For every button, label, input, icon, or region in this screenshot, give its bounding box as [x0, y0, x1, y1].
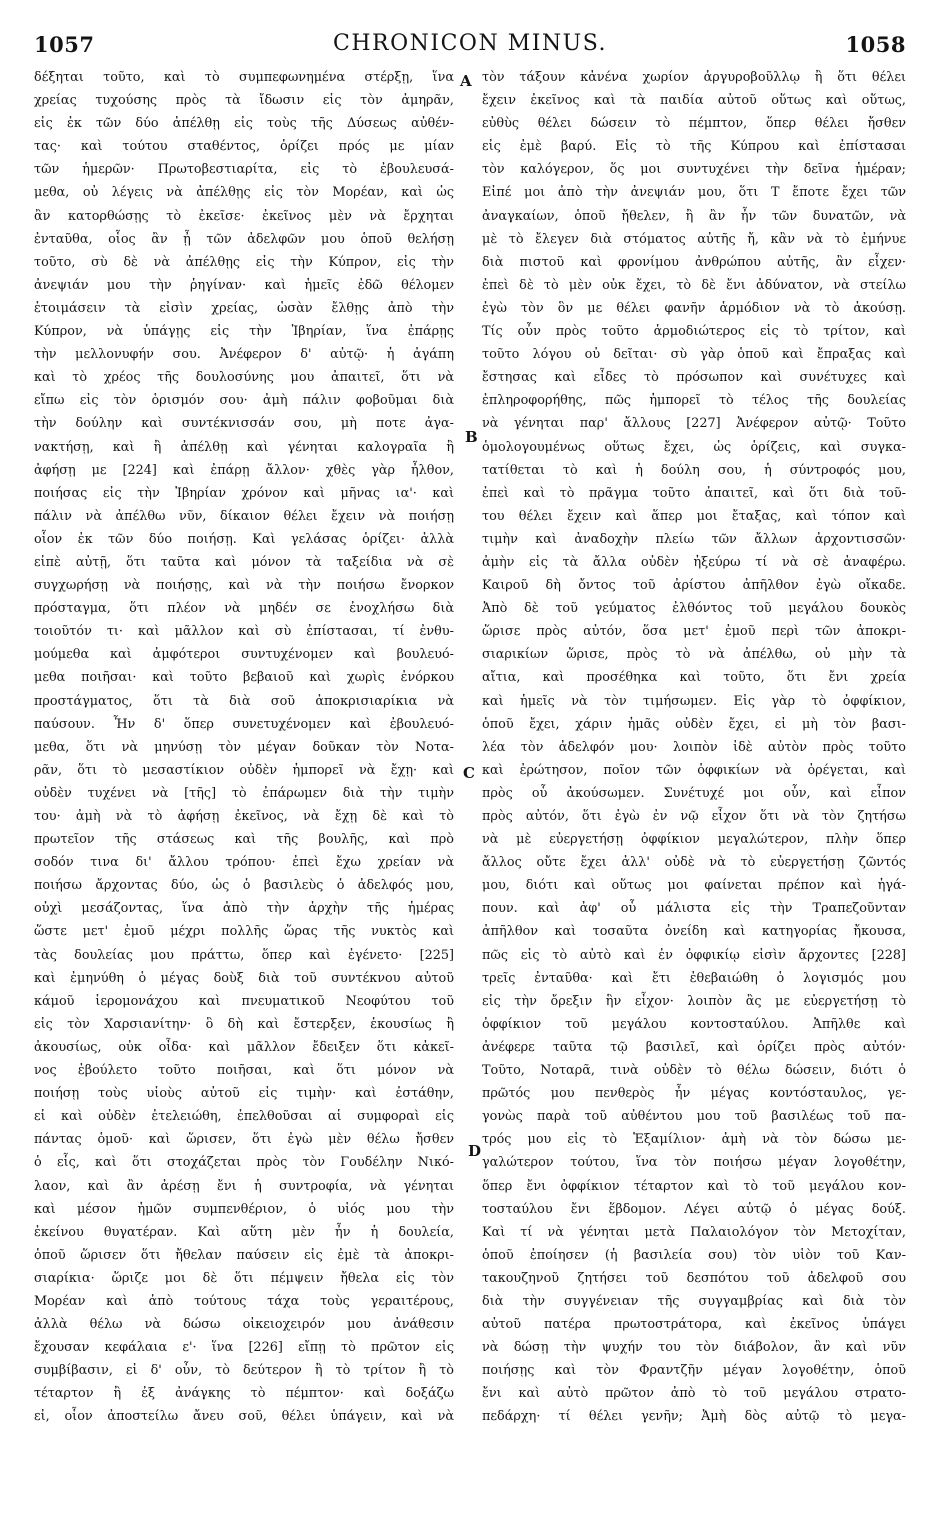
left-column-line: ρᾶν, ὅτι τὸ μεσαστίκιον οὐδὲν ἠμπορεῖ νὰ ἔχῃ· καὶ — [34, 762, 454, 778]
right-column-line: τρεῖς ἐνταῦθα· καὶ ἔτι ἐθεβαιώθη ὁ λογισμός μου — [482, 970, 906, 986]
right-column-line: τοσταύλου ἔνι ἕβδομον. Λέγει αὐτῷ ὁ μέγας δούξ. — [482, 1201, 906, 1217]
left-column-line: τὰς δουλείας μου πράττω, ὅπερ καὶ ἐγένετο· [225] — [34, 947, 454, 963]
left-column-line: Μορέαν καὶ ἀπὸ τούτους τάχα τοὺς γεραιτέρους, — [34, 1293, 454, 1309]
section-marker-b: B — [465, 428, 478, 446]
right-column-line: ἀνέφερε ταῦτα τῷ βασιλεῖ, καὶ ὁρίζει πρὸς αὐτόν· — [482, 1039, 906, 1055]
right-column-line: ἀμὴν εἰς τὰ ἄλλα οὐδὲν ἠξεύρω τί νὰ σὲ ἀναφέρω. — [482, 554, 906, 570]
left-column-line: πάντας ὁμοῦ· καὶ ὥρισεν, ὅτι ἐγὼ μὲν θέλω ἤσθεν — [34, 1132, 454, 1148]
left-column-line: κάμοῦ ἱερομονάχου καὶ πνευματικοῦ Νεοφύτου τοῦ — [34, 993, 454, 1009]
right-column-line: ἐπεὶ δὲ τὸ μὲν οὐκ ἔχει, τὸ δὲ ἔνι ἀδύνατον, νὰ στείλω — [482, 277, 906, 293]
right-text-column — [482, 66, 906, 1528]
right-column-line: τακουζηνοῦ ζητήσει τοῦ δεσπότου τοῦ ἀδελφοῦ σου — [482, 1270, 906, 1286]
right-column-line: ἐπεὶ καὶ τὸ πρᾶγμα τοῦτο ἀπαιτεῖ, καὶ ὅτι διὰ τοῦ- — [482, 485, 906, 501]
left-column-line: ὁποῦ ὥρισεν ὅτι ἤθελαν παύσειν εἰς ἐμὲ τὰ ἀποκρι- — [34, 1247, 454, 1263]
right-column-line: ἔχειν ἐκεῖνος καὶ τὰ παιδία αὐτοῦ οὕτως καὶ οὕτως, — [482, 93, 906, 109]
left-column-line: ὥστε μετ' ἐμοῦ μέχρι πολλῆς ὥρας τῆς νυκτὸς καὶ — [34, 924, 454, 940]
right-column-line: τρός μου εἰς τὸ Ἑξαμίλιον· ἀμὴ νὰ τὸν δώσω με- — [482, 1132, 906, 1148]
left-column-line: οὐχὶ μεσάζοντας, ἵνα ἀπὸ τὴν ἀρχὴν τῆς ἡμέρας — [34, 901, 454, 917]
right-column-line: ὁμολογουμένως οὕτως ἔχει, ὡς ὁρίζεις, καὶ συγκα- — [482, 439, 906, 455]
right-column-line: ἐπληροφορήθης, πῶς ἠμπορεῖ τὸ τέλος τῆς δουλείας — [482, 393, 906, 409]
right-column-line: Τοῦτο, Νοταρᾶ, τινὰ οὐδὲν τὸ θέλω δώσειν, διότι ὁ — [482, 1063, 906, 1079]
column-gutter — [466, 70, 467, 1520]
section-marker-a: A — [460, 72, 472, 90]
left-column-line: λαον, καὶ ἂν ἀρέσῃ ἔνι ἡ συντροφία, νὰ γένηται — [34, 1178, 454, 1194]
right-column-line: ἄλλος οὔτε ἔχει ἀλλ' οὐδὲ νὰ τὸ εὐεργετήσῃ ζῶντός — [482, 855, 906, 871]
left-column-line: μεθα, ὅτι νὰ μηνύσῃ τὸν μέγαν δοῦκαν τὸν Νοτα- — [34, 739, 454, 755]
left-column-line: ἔχουσαν κεφάλαια ε'· ἵνα [226] εἴπῃ τὸ πρῶτον εἰς — [34, 1340, 454, 1356]
left-column-line: μεθα ποιῆσαι· καὶ τοῦτο βεβαιοῦ καὶ χωρὶς ἐνόρκου — [34, 670, 454, 686]
right-column-line: νὰ δώσῃ τὴν ψυχήν του τὸν διάβολον, ἂν καὶ νῦν — [482, 1340, 906, 1356]
page-header — [34, 28, 906, 62]
page-number-left: 1057 — [34, 32, 95, 57]
right-column-line: τιμὴν καὶ ἀναδοχὴν πλείω τῶν ἄλλων ἀρχοντισσῶν· — [482, 531, 906, 547]
right-column-line: ἔστησας καὶ εἶδες τὸ πρόσωπον καὶ συνέτυχες καὶ — [482, 370, 906, 386]
right-column-line: καὶ ἡμεῖς νὰ τὸν τιμήσωμεν. Εἰς γὰρ τὸ ὀφφίκιον, — [482, 693, 906, 709]
right-column-line: καὶ ἐρώτησον, ποῖον τῶν ὀφφικίων νὰ ὀρέγεται, καὶ — [482, 762, 906, 778]
right-column-line: τοῦτο λόγου οὐ δεῖται· σὺ γὰρ ὁποῦ καὶ ἔπραξας καὶ — [482, 347, 906, 363]
right-column-line: γαλώτερον τούτου, ἵνα τὸν ποιήσω μέγαν λογοθέτην, — [482, 1155, 906, 1171]
left-column-line: σοδόν τινα δι' ἄλλου τρόπου· ἐπεὶ ἔχω χρείαν νὰ — [34, 855, 454, 871]
left-column-line: ποιήσῃ τοὺς υἱοὺς αὐτοῦ εἰς τιμὴν· καὶ ἐστάθην, — [34, 1086, 454, 1102]
left-column-line: εἰ καὶ οὐδὲν ἐτελειώθη, ἐπελθοῦσαι αἱ συμφοραὶ εἰς — [34, 1109, 454, 1125]
left-column-line: ἂν κατορθώσῃς τὸ ἐκεῖσε· ἐκεῖνος μὲν νὰ ἔρχηται — [34, 208, 454, 224]
left-column-line: πρωτεῖον τῆς στάσεως καὶ τῆς βουλῆς, καὶ πρὸ — [34, 832, 454, 848]
left-column-line: μούμεθα καὶ ἀμφότεροι συντυχένομεν καὶ βουλευό- — [34, 647, 454, 663]
left-column-line: σιαρίκια· ὥριζε μοι δὲ ὅτι πέμψειν ἤθελα εἰς τὸν — [34, 1270, 454, 1286]
right-column-line: Καιροῦ δὴ ὄντος τοῦ ἀρίστου ἀπῆλθον ἐγὼ οἴκαδε. — [482, 578, 906, 594]
left-column-line: τας· καὶ τούτου σταθέντος, ὁρίζει πρός με μίαν — [34, 139, 454, 155]
right-column-line: ἐγὼ τὸν ὃν με θέλει φανῆν ἁρμόδιον νὰ τὸ ἀκούσῃ. — [482, 300, 906, 316]
left-column-line: ἐκείνου θυγατέραν. Καὶ αὕτη μὲν ἦν ἡ δουλεία, — [34, 1224, 454, 1240]
left-column-line: καὶ τὸ χρέος τῆς δουλοσύνης μου ἀπαιτεῖ, ὅτι νὰ — [34, 370, 454, 386]
right-column-line: σιαρικίων ὥρισε, πρὸς τὸ νὰ ἀπέλθω, οὐ μὴν τὰ — [482, 647, 906, 663]
right-column-line: λέα τὸν ἀδελφόν μου· λοιπὸν ἰδὲ αὐτὸν πρὸς τοῦτο — [482, 739, 906, 755]
right-column-line: Εἰπέ μοι ἀπὸ τὴν ἀνεψιάν μου, ὅτι Τ ἔποτε ἔχει τῶν — [482, 185, 906, 201]
left-column-line: οὐδὲν τυχένει νὰ [τῆς] τὸ ἐπάρωμεν διὰ τὴν τιμὴν — [34, 785, 454, 801]
right-column-line: αὐτοῦ πατέρα πρωτοστράτορα, καὶ ἐκεῖνος ὑπάγει — [482, 1317, 906, 1333]
left-column-line: τὴν μελλονυφήν σου. Ἀνέφερον δ' αὐτῷ· ἡ ἀγάπη — [34, 347, 454, 363]
left-column-line: του· ἀμὴ νὰ τὸ ἀφήσῃ ἐκεῖνος, νὰ ἔχῃ δὲ καὶ τὸ — [34, 809, 454, 824]
right-column-line: γονὼς παρὰ τοῦ αὐθέντου μου τοῦ βασιλέως τοῦ πα- — [482, 1109, 906, 1125]
right-column-line: ὀφφίκιον τοῦ μεγάλου κοντοσταύλου. Ἀπῆλθε καὶ — [482, 1016, 906, 1032]
left-column-line: τοιοῦτόν τι· καὶ μᾶλλον καὶ σὺ ἐπίστασαι, τί ἐνθυ- — [34, 624, 454, 640]
left-column-line: οἷον ἐκ τῶν δύο ποιήσῃ. Καὶ γελάσας ὁρίζει· ἀλλὰ — [34, 531, 454, 547]
right-column-line: Καὶ τί νὰ γένηται μετὰ Παλαιολόγον τὸν Μετοχίταν, — [482, 1224, 906, 1240]
right-column-line: διὰ πιστοῦ καὶ φρονίμου ἀνθρώπου αὐτῆς, ἂν εἶχεν· — [482, 254, 906, 270]
right-column-line: ὥρισε πρὸς αὐτόν, ὅσα μετ' ἐμοῦ περὶ τῶν ἀποκρι- — [482, 624, 906, 640]
right-column-line: μὲ τὸ ἔλεγεν διὰ στόματος αὐτῆς ἤ, κἂν νὰ τὸ ἐμήνυε — [482, 231, 906, 247]
right-column-line: Τίς οὖν πρὸς τοῦτο ἁρμοδιώτερος εἰς τὸ τρίτον, καὶ — [482, 324, 906, 340]
right-column-line: ἀναγκαίων, ὁποῦ ἤθελεν, ἢ ἂν ἦν τῶν δυνατῶν, νὰ — [482, 208, 906, 224]
right-column-line: τατίθεται τὸ καὶ ἡ δούλη σου, ἡ σύντροφός μου, — [482, 462, 906, 478]
left-column-line: καὶ μέσον ἡμῶν συμπενθέριον, ὁ υἱός μου τὴν — [34, 1201, 454, 1217]
right-column-line: ἔνι καὶ αὐτὸ πρῶτον ἀπὸ τὸ τοῦ μεγάλου στρατο- — [482, 1386, 906, 1402]
left-column-line: εἰ, οἷον ἀποστείλω ἄνευ σοῦ, θέλει ὑπάγειν, καὶ νὰ — [34, 1409, 454, 1425]
right-column-line: διὰ τὴν συγγένειαν τῆς συγγαμβρίας καὶ διὰ τὸν — [482, 1293, 906, 1309]
left-column-line: ἀκουσίως, οὐκ οἶδα· καὶ μᾶλλον ἔδειξεν ὅτι κἀκεῖ- — [34, 1039, 454, 1055]
left-column-line: καὶ ἐμηνύθη ὁ μέγας δοὺξ διὰ τοῦ συντέκνου αὐτοῦ — [34, 970, 454, 986]
right-column-line: πουν. καὶ ἀφ' οὗ μάλιστα εἰς τὴν Τραπεζοῦνταν — [482, 901, 906, 917]
right-column-line: νὰ μὲ εὐεργετήσῃ ὀφφίκιον μεγαλώτερον, πλὴν ὅπερ — [482, 832, 906, 848]
left-column-line: Κύπρον, νὰ ὑπάγῃς εἰς τὴν Ἰβηρίαν, ἵνα ἐπάρῃς — [34, 324, 454, 340]
left-column-line: ποιήσω ἄρχοντας δύο, ὡς ὁ βασιλεὺς ὁ ἀδελφός μου, — [34, 878, 454, 894]
right-column-line: εἰς ἐμὲ βαρύ. Εἰς τὸ τῆς Κύπρου καὶ ἐπίστασαι — [482, 139, 906, 155]
section-marker-c: C — [463, 764, 475, 782]
left-column-line: ἐνταῦθα, οἷος ἂν ᾖ τῶν ἀδελφῶν μου ὁποῦ θελήσῃ — [34, 231, 454, 247]
right-column-line: ἀπῆλθον καὶ τοσαῦτα ὀνείδη καὶ κατηγορίας ἤκουσα, — [482, 924, 906, 940]
left-column-line: συγχωρήσῃ νὰ ποιήσῃς, καὶ νὰ τὴν ποιήσω ἔνορκον — [34, 578, 454, 594]
right-column-line: νὰ γένηται παρ' ἄλλους [227] Ἀνέφερον αὐτῷ· Τοῦτο — [482, 416, 906, 432]
left-column-line: πρόσταγμα, ὅτι πλέον νὰ μηδέν σε ἐνοχλήσω διὰ — [34, 601, 454, 617]
left-column-line: εἴπω εἰς τὸν ὁρισμόν σου· ἀμὴ πάλιν φοβοῦμαι διὰ — [34, 393, 454, 409]
left-text-column — [34, 66, 454, 1528]
right-column-line: τὸν τάξουν κἀνένα χωρίον ἀργυροβοῦλλῳ ἢ ὅτι θέλει — [482, 70, 906, 85]
right-column-line: εἰς τὴν ὄρεξιν ἣν εἶχον· λοιπὸν ἂς με εὐεργετήσῃ τὸ — [482, 993, 906, 1009]
left-column-line: νακτήσῃ, καὶ ἢ ἀπέλθῃ καὶ γένηται καλογραῖα ἢ — [34, 439, 454, 455]
left-column-line: εἰς ἐκ τῶν δύο ἀπέλθῃ εἰς τοὺς τῆς Δύσεως αὐθέν- — [34, 116, 454, 132]
left-column-line: εἰς τὸν Χαρσιανίτην· ὃ δὴ καὶ ἔστερξεν, ἑκουσίως ἢ — [34, 1016, 454, 1032]
left-column-line: ἀνεψιάν μου τὴν ῥηγίναν· καὶ ἡμεῖς ἐδῶ θέλομεν — [34, 277, 454, 293]
left-column-line: παύσουν. Ἦν δ' ὅπερ συνετυχένομεν καὶ ἐβουλευό- — [34, 716, 454, 732]
right-column-line: ποιήσῃς καὶ τὸν Φραντζῆν μέγαν λογοθέτην, ὁποῦ — [482, 1363, 906, 1379]
right-column-line: του θέλει ἔχειν καὶ ἅπερ μοι ἔταξας, καὶ τόπον καὶ — [482, 508, 906, 524]
left-column-line: τοῦτο, σὺ δὲ νὰ ἀπέλθῃς εἰς τὴν Κύπρον, εἰς τὴν — [34, 254, 454, 270]
section-marker-d: D — [468, 1142, 482, 1160]
right-column-line: τὸν καλόγερον, ὅς μοι συντυχένει τὴν δεῖνα ἡμέραν; — [482, 162, 906, 178]
left-column-line: ἀφήσῃ με [224] καὶ ἐπάρῃ ἄλλον· χθὲς γὰρ ἦλθον, — [34, 462, 454, 478]
left-column-line: χρείας τυχούσης πρὸς τὰ ἴδωσιν εἰς τὸν ἀμηρᾶν, — [34, 93, 454, 109]
left-column-line: εἰπὲ αὐτῇ, ὅτι ταῦτα καὶ μόνον τὰ ταξείδια νὰ σὲ — [34, 554, 454, 570]
right-column-line: Ἀπὸ δὲ τοῦ γεύματος ἐλθόντος τοῦ μεγάλου δουκὸς — [482, 601, 906, 617]
left-column-line: μεθα, οὐ λέγεις νὰ ἀπέλθῃς εἰς τὸν Μορέαν, καὶ ὡς — [34, 185, 454, 201]
page-title: CHRONICON MINUS. — [333, 31, 607, 56]
left-column-line: δέξηται τοῦτο, καὶ τὸ συμπεφωνημένα στέρξῃ, ἵνα — [34, 70, 454, 85]
left-column-line: ἑτοιμάσειν τὰ εἰσὶν χρείας, ὡσὰν ἔλθῃς ἀπὸ τὴν — [34, 300, 454, 316]
left-column-line: νος ἐβούλετο τοῦτο ποιῆσαι, καὶ ὅτι μόνον νὰ — [34, 1063, 454, 1079]
page-number-right: 1058 — [845, 32, 906, 57]
left-column-line: τέταρτον ἢ ἐξ ἀνάγκης τὸ πέμπτον· καὶ δοξάζω — [34, 1386, 454, 1402]
left-column-line: ὁ εἷς, καὶ ὅτι στοχάζεται πρὸς τὸν Γουδέλην Νικό- — [34, 1155, 454, 1171]
left-column-line: ποιήσας εἰς τὴν Ἰβηρίαν χρόνον καὶ μῆνας ια'· καὶ — [34, 485, 454, 501]
right-column-line: πεδάρχη· τί θέλει γενῆν; Ἀμὴ δὸς αὐτῷ τὸ μεγα- — [482, 1409, 906, 1425]
right-column-line: μου, διότι καὶ οὕτως μοι φαίνεται πρέπον καὶ ἡγά- — [482, 878, 906, 894]
left-column-line: τῶν ἡμερῶν· Πρωτοβεστιαρίτα, εἰς τὸ ἐβουλευσά- — [34, 162, 454, 178]
right-column-line: πρὸς οὗ ἀκούσωμεν. Συνέτυχέ μοι οὖν, καὶ εἶπον — [482, 785, 906, 801]
left-column-line: ἀλλὰ θέλω νὰ δώσω οἰκειοχειρόν μου ἀνάθεσιν — [34, 1317, 454, 1333]
right-column-line: πῶς εἰς τὸ αὐτὸ καὶ ἐν ὀφφικίῳ εἰσὶν ἄρχοντες [228] — [482, 947, 906, 963]
left-column-line: προστάγματος, ὅτι τὰ διὰ σοῦ ἀποκρισιαρίκια νὰ — [34, 693, 454, 709]
left-column-line: τὴν δούλην καὶ συντέκνισσάν σου, μὴ ποτε ἀγα- — [34, 416, 454, 432]
right-column-line: πρῶτός μου πενθερὸς ἦν μέγας κοντόσταυλος, γε- — [482, 1086, 906, 1102]
right-column-line: εὐθὺς θέλει δώσειν τὸ πέμπτον, ὅπερ θέλει ἤσθεν — [482, 116, 906, 132]
right-column-line: ὁποῦ ἔχει, χάριν ἡμᾶς οὐδὲν ἔχει, εἰ μὴ τὸν βασι- — [482, 716, 906, 732]
left-column-line: πάλιν νὰ ἀπέλθω νῦν, δίκαιον θέλει ἔχειν νὰ ποιήσῃ — [34, 508, 454, 524]
right-column-line: ὅπερ ἔνι ὀφφίκιον τέταρτον καὶ τὸ τοῦ μεγάλου κον- — [482, 1178, 906, 1194]
left-column-line: συμβίβασιν, εἰ δ' οὖν, τὸ δεύτερον ἢ τὸ τρίτον ἢ τὸ — [34, 1363, 454, 1379]
right-column-line: αἴτια, καὶ προσέθηκα καὶ τοῦτο, ὅτι ἔνι χρεία — [482, 670, 906, 686]
right-column-line: πρὸς αὐτόν, ὅτι ἐγὼ ἐν νῷ εἶχον ὅτι νὰ τὸν ζητήσω — [482, 809, 906, 824]
right-column-line: ὁποῦ ἐποίησεν (ἡ βασιλεία σου) τὸν υἱὸν τοῦ Καν- — [482, 1247, 906, 1263]
